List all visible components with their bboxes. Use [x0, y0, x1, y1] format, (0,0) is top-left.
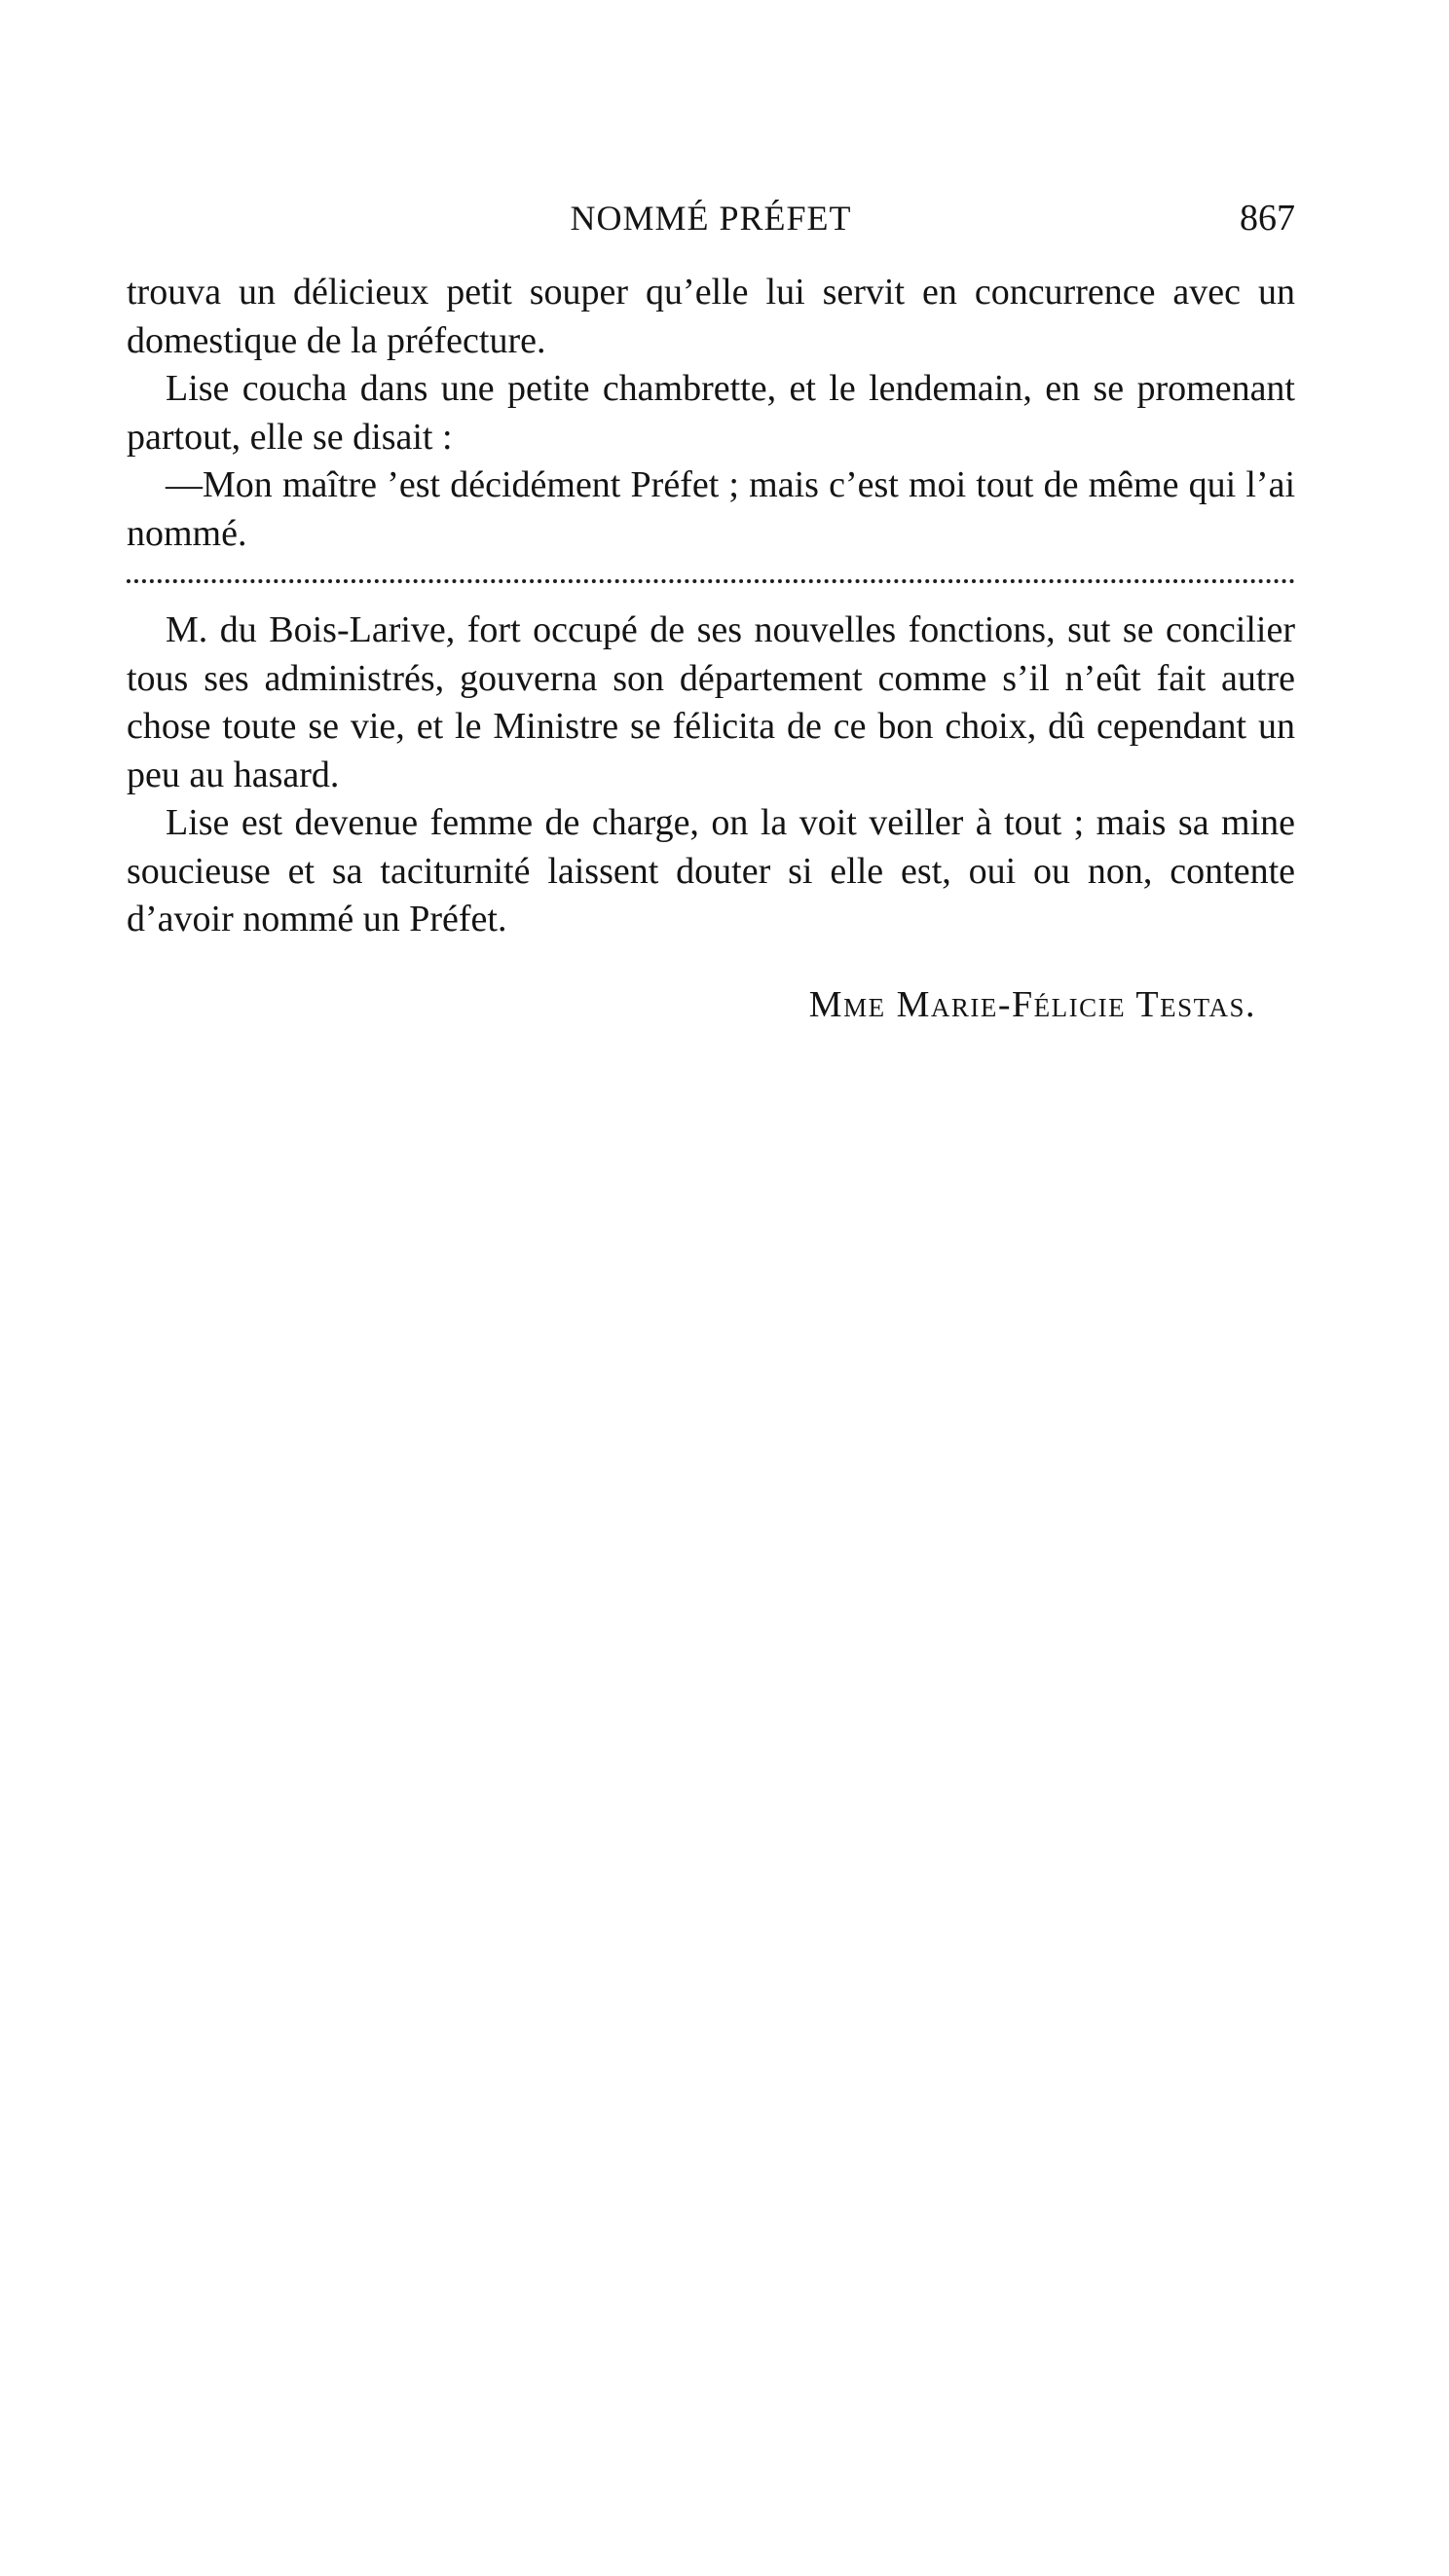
body-text [127, 269, 1295, 1029]
paragraph-continuation: trouva un délicieux petit souper qu’elle lui servit en concurrence avec un domestique de la préfecture. [127, 272, 1295, 361]
running-header [127, 191, 1295, 245]
paragraph-dialogue: —Mon maître ’est décidément Préfet ; mais c’est moi tout de même qui l’ai nommé. [127, 464, 1295, 554]
paragraph: Lise est devenue femme de charge, on la voit veiller à tout ; mais sa mine soucieuse et sa taciturnité laissent douter si elle est, oui ou non, contente d’avoir nommé un Préfet. [127, 802, 1295, 939]
page-number: 867 [1240, 198, 1295, 239]
paragraph: M. du Bois-Larive, fort occupé de ses nouvelles fonctions, sut se concilier tous ses administrés, gouverna son département comme s’il n’eût fait autre chose toute se vie, et le Ministre se félicita de ce bon choix, dû cependant un peu au hasard. [127, 609, 1295, 795]
author-signature: Mme Marie-Félicie Testas. [808, 983, 1256, 1025]
paragraph: Lise coucha dans une petite chambrette, et le lendemain, en se promenant partout, elle se disait : [127, 368, 1295, 458]
running-title: NOMMÉ PRÉFET [570, 199, 852, 238]
dotted-separator [127, 558, 1295, 607]
